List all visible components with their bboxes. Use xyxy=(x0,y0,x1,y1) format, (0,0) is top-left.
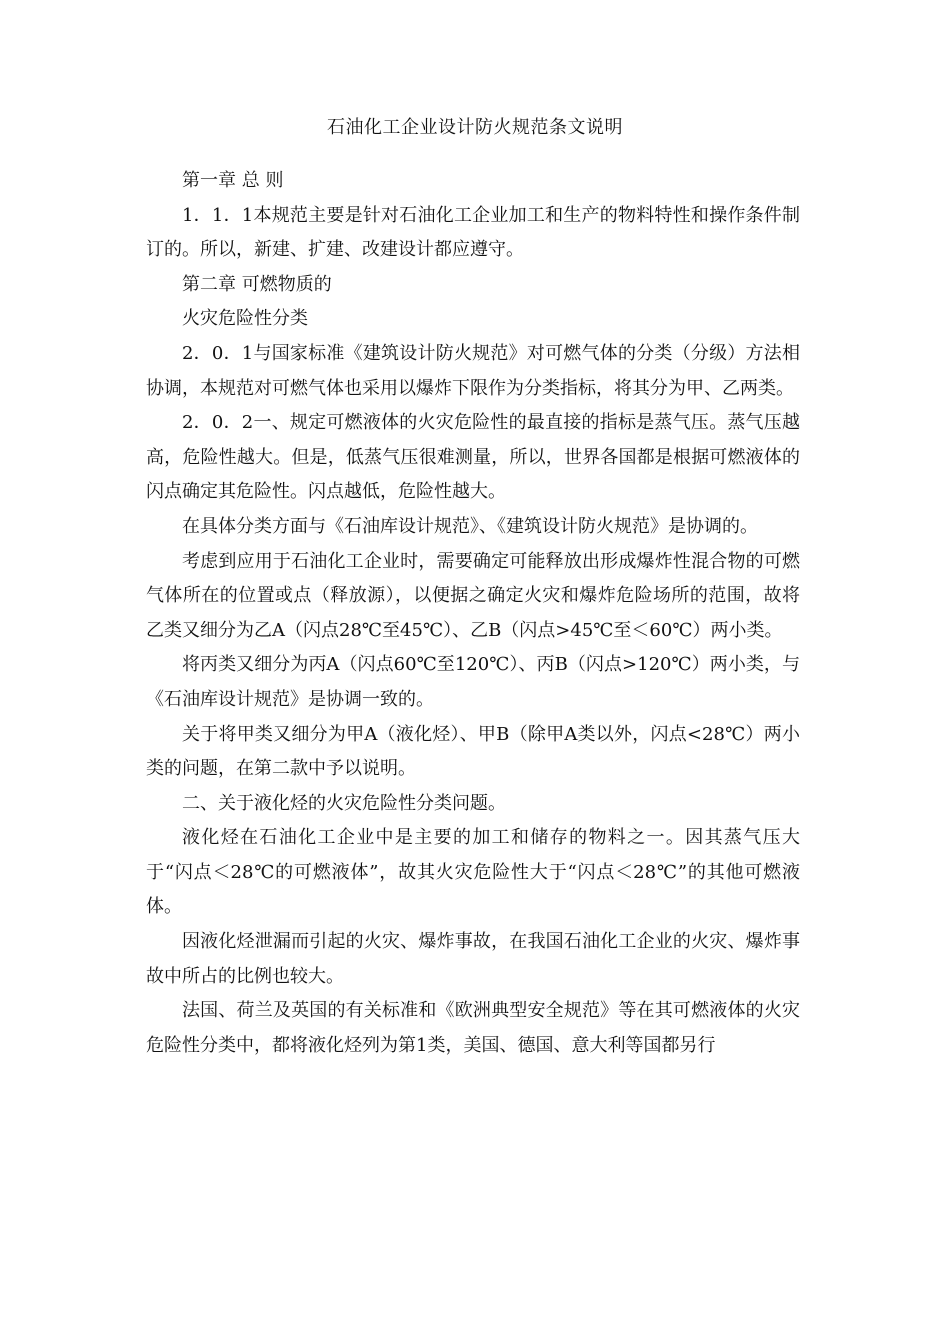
paragraph: 关于将甲类又细分为甲A（液化烃）、甲B（除甲A类以外，闪点<28℃）两小类的问题，在第二款中予以说明。 xyxy=(146,723,800,780)
paragraph: 第二章 可燃物质的 xyxy=(182,273,332,295)
paragraph: 2．0．1与国家标准《建筑设计防火规范》对可燃气体的分类（分级）方法相协调，本规范对可燃气体也采用以爆炸下限作为分类指标，将其分为甲、乙两类。 xyxy=(146,342,800,399)
paragraph: 火灾危险性分类 xyxy=(182,308,308,330)
paragraph: 法国、荷兰及英国的有关标准和《欧洲典型安全规范》等在其可燃液体的火灾危险性分类中，都将液化烃列为第1类，美国、德国、意大利等国都另行 xyxy=(146,1000,800,1056)
document-title: 石油化工企业设计防火规范条文说明 xyxy=(327,117,623,138)
paragraph: 将丙类又细分为丙A（闪点60℃至120℃）、丙B（闪点>120℃）两小类，与《石油库设计规范》是协调一致的。 xyxy=(146,654,800,710)
paragraph: 液化烃在石油化工企业中是主要的加工和储存的物料之一。因其蒸气压大于“闪点＜28℃的可燃液体”，故其火灾危险性大于“闪点＜28℃”的其他可燃液体。 xyxy=(146,827,800,918)
paragraph: 考虑到应用于石油化工企业时，需要确定可能释放出形成爆炸性混合物的可燃气体所在的位置或点（释放源），以便据之确定火灾和爆炸危险场所的范围，故将乙类又细分为乙A（闪点28℃至45℃）、乙B（闪点>45℃至＜60℃）两小类。 xyxy=(146,550,800,641)
paragraph: 因液化烃泄漏而引起的火灾、爆炸事故，在我国石油化工企业的火灾、爆炸事故中所占的比例也较大。 xyxy=(146,931,800,987)
paragraph: 2．0．2一、规定可燃液体的火灾危险性的最直接的指标是蒸气压。蒸气压越高，危险性越大。但是，低蒸气压很难测量，所以，世界各国都是根据可燃液体的闪点确定其危险性。闪点越低，危险性越大。 xyxy=(146,412,800,503)
paragraph: 在具体分类方面与《石油库设计规范》、《建筑设计防火规范》是协调的。 xyxy=(182,515,758,537)
paragraph: 1．1．1本规范主要是针对石油化工企业加工和生产的物料特性和操作条件制订的。所以，新建、扩建、改建设计都应遵守。 xyxy=(146,204,800,261)
document-body xyxy=(146,164,800,1063)
paragraph: 二、关于液化烃的火灾危险性分类问题。 xyxy=(182,792,506,814)
paragraph: 第一章 总 则 xyxy=(182,170,284,191)
